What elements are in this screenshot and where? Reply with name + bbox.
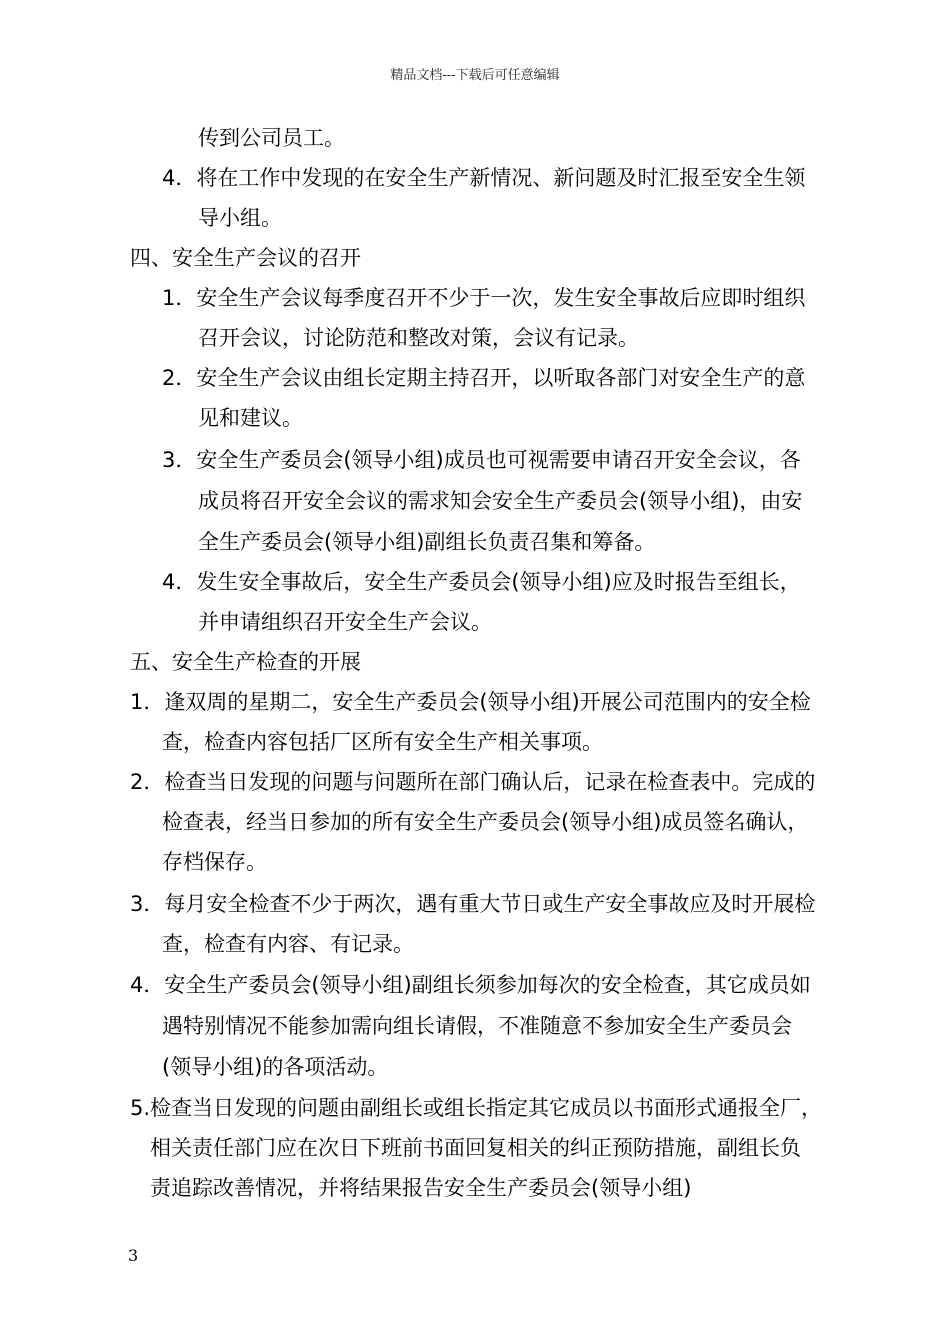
- text-line: 遇特别情况不能参加需向组长请假，不准随意不参加安全生产委员会: [162, 1014, 792, 1038]
- text-line: 4．安全生产委员会(领导小组)副组长须参加每次的安全检查，其它成员如: [130, 973, 811, 997]
- text-line: 4．将在工作中发现的在安全生产新情况、新问题及时汇报至安全生领: [162, 166, 806, 190]
- text-line: 存档保存。: [162, 850, 267, 874]
- section-heading: 四、安全生产会议的召开: [130, 246, 361, 270]
- text-line: 查，检查内容包括厂区所有安全生产相关事项。: [162, 730, 603, 754]
- page-header: 精品文档---下载后可任意编辑: [390, 68, 560, 83]
- text-line: 3．安全生产委员会(领导小组)成员也可视需要申请召开安全会议，各: [162, 448, 801, 472]
- text-line: 5.检查当日发现的问题由副组长或组长指定其它成员以书面形式通报全厂，: [130, 1096, 823, 1120]
- page-number: 3: [128, 1246, 139, 1265]
- text-line: 2．安全生产会议由组长定期主持召开，以听取各部门对安全生产的意: [162, 366, 806, 390]
- text-line: 并申请组织召开安全生产会议。: [198, 610, 492, 634]
- text-line: 相关责任部门应在次日下班前书面回复相关的纠正预防措施，副组长负: [150, 1136, 801, 1160]
- text-line: 3．每月安全检查不少于两次，遇有重大节日或生产安全事故应及时开展检: [130, 892, 816, 916]
- text-line: 1．安全生产会议每季度召开不少于一次，发生安全事故后应即时组织: [162, 286, 806, 310]
- text-line: 召开会议，讨论防范和整改对策，会议有记录。: [198, 326, 639, 350]
- text-line: 查，检查有内容、有记录。: [162, 932, 414, 956]
- text-line: 4．发生安全事故后，安全生产委员会(领导小组)应及时报告至组长，: [162, 570, 801, 594]
- text-line: 检查表，经当日参加的所有安全生产委员会(领导小组)成员签名确认，: [162, 810, 809, 834]
- text-line: 见和建议。: [198, 406, 303, 430]
- section-heading: 五、安全生产检查的开展: [130, 650, 361, 674]
- text-line: 责追踪改善情况，并将结果报告安全生产委员会(领导小组): [150, 1176, 692, 1200]
- text-line: 成员将召开安全会议的需求知会安全生产委员会(领导小组)，由安: [198, 489, 803, 513]
- text-line: 1．逢双周的星期二，安全生产委员会(领导小组)开展公司范围内的安全检: [130, 690, 811, 714]
- text-line: 传到公司员工。: [198, 126, 345, 150]
- text-line: 导小组。: [198, 206, 282, 230]
- text-line: (领导小组)的各项活动。: [162, 1055, 389, 1079]
- text-line: 2．检查当日发现的问题与问题所在部门确认后，记录在检查表中。完成的: [130, 770, 816, 794]
- text-line: 全生产委员会(领导小组)副组长负责召集和筹备。: [198, 530, 656, 554]
